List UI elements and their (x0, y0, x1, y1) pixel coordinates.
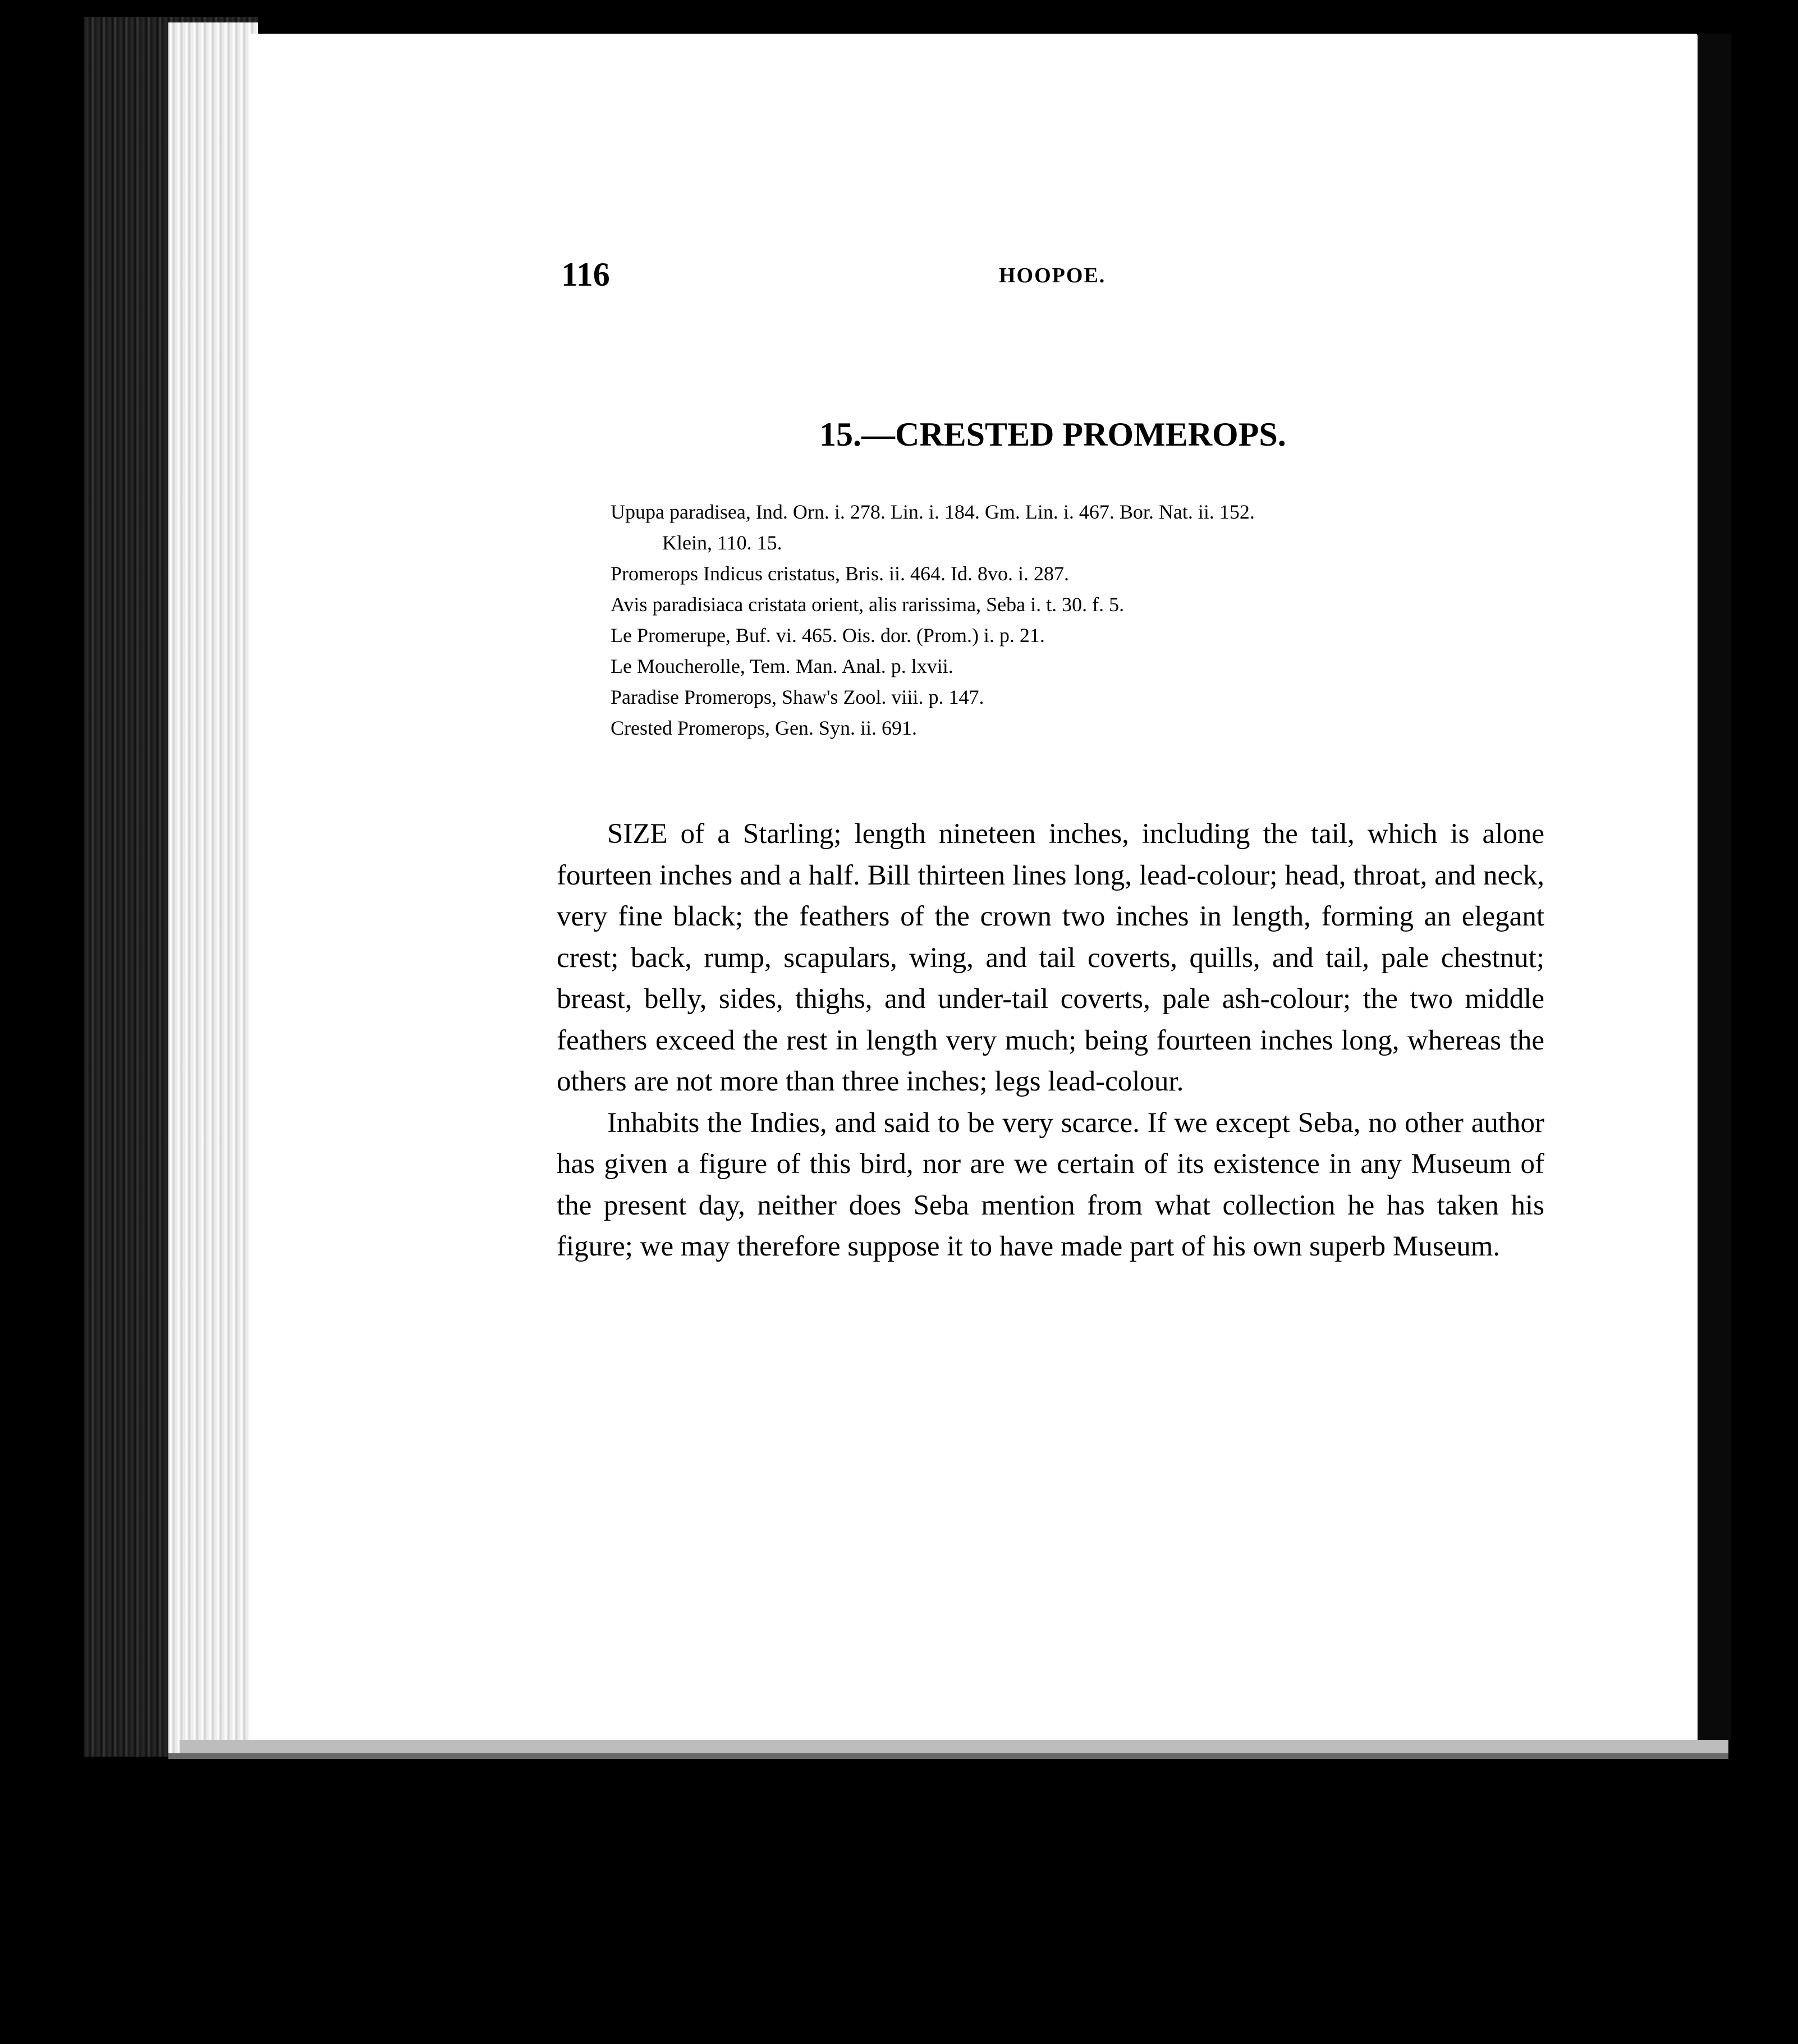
page-header (561, 255, 1543, 295)
habitat-paragraph: Inhabits the Indies, and said to be very scarce. If we except Seba, no other author has given a figure of this bird, nor are we certain of its existence in any Museum of the present day, neither does Seba mention from what collection he has taken his figure; we may therefore suppose it to have made part of his own superb Museum. (557, 1107, 1544, 1262)
synonymy-entry: Paradise Promerops, Shaw's Zool. viii. p. 147. (611, 686, 984, 708)
synonymy-entry: Le Moucherolle, Tem. Man. Anal. p. lxvii. (611, 655, 953, 677)
body-text (557, 814, 1544, 1268)
section-title: 15.—CRESTED PROMEROPS. (819, 416, 1286, 453)
page-stack-highlight (168, 22, 258, 1757)
page-number: 116 (561, 256, 610, 293)
synonymy-entry: Avis paradisiaca cristata orient, alis rarissima, Seba i. t. 30. f. 5. (611, 593, 1125, 616)
synonymy-entry: Crested Promerops, Gen. Syn. ii. 691. (611, 717, 917, 739)
running-head: HOOPOE. (999, 264, 1106, 287)
page-bottom-edge (180, 1740, 1728, 1753)
synonymy-entry: Klein, 110. 15. (662, 531, 782, 554)
synonymy-list (611, 497, 1559, 744)
synonymy-entry: Upupa paradisea, Ind. Orn. i. 278. Lin. i. 184. Gm. Lin. i. 467. Bor. Nat. ii. 152. (611, 501, 1255, 523)
facing-page-edge (1698, 34, 1731, 1740)
synonymy-entry: Le Promerupe, Buf. vi. 465. Ois. dor. (Prom.) i. p. 21. (611, 624, 1045, 647)
description-paragraph: SIZE of a Starling; length nineteen inches, including the tail, which is alone fourteen inches and a half. Bill thirteen lines long, lead-colour; head, throat, and neck, very fine black; the feathers of the crown two inches in length, forming an elegant crest; back, rump, scapulars, wing, and tail coverts, quills, and tail, pale chestnut; breast, belly, sides, thighs, and under-tail coverts, pale ash-colour; the two middle feathers exceed the rest in length very much; being fourteen inches long, whereas the others are not more than three inches; legs lead-colour. (557, 818, 1544, 1097)
synonymy-entry: Promerops Indicus cristatus, Bris. ii. 464. Id. 8vo. i. 287. (611, 562, 1069, 585)
page-bottom-shadow (168, 1753, 1728, 1759)
